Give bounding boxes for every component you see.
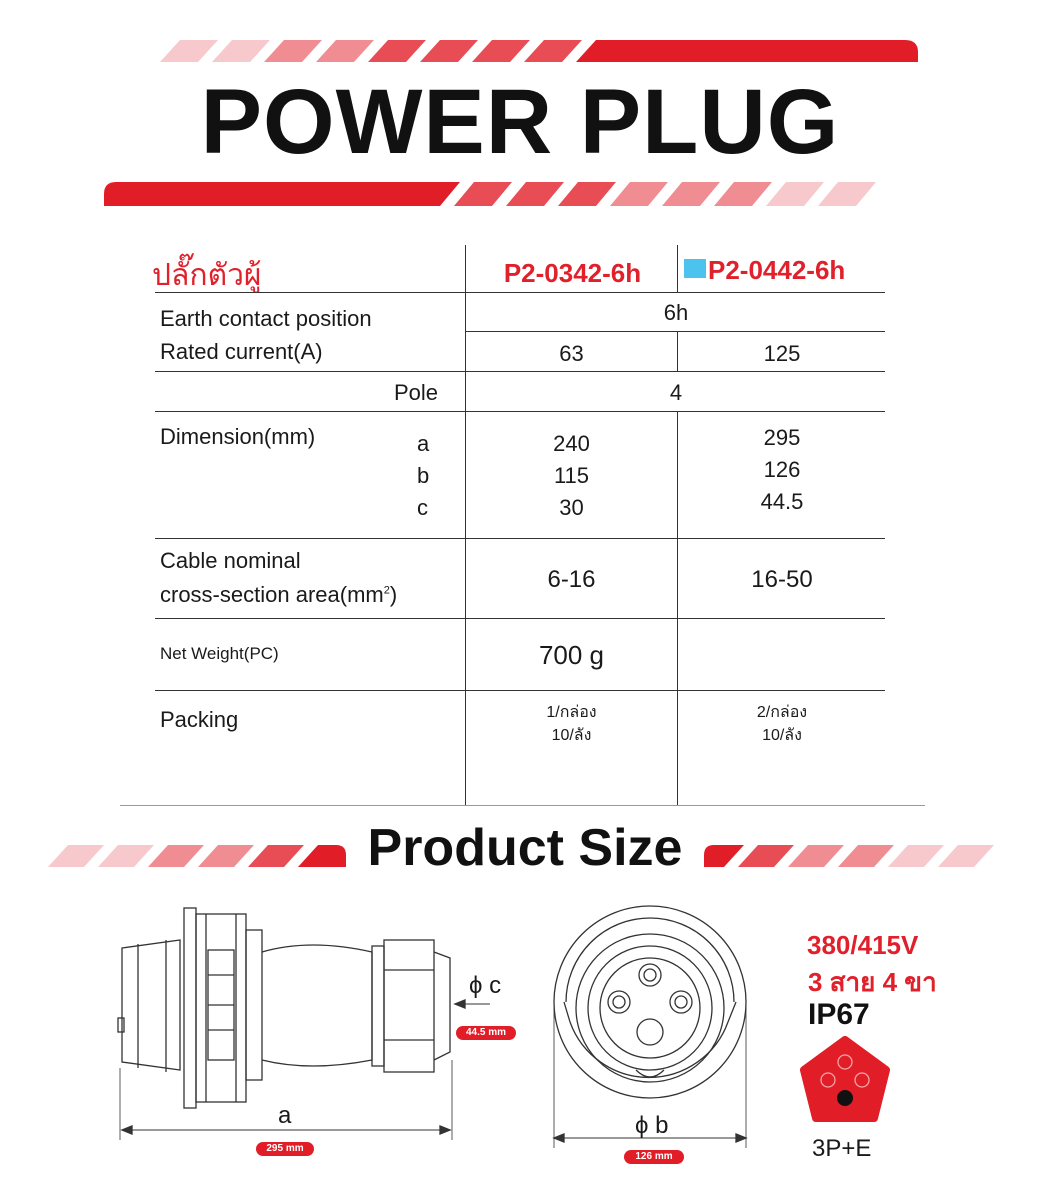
- dim-c-label: ϕ c: [469, 972, 502, 999]
- pole-label: Pole: [394, 380, 439, 405]
- dim-a-tag: 295 mm: [256, 1142, 314, 1156]
- model-header-1: P2-0342-6h: [503, 258, 642, 288]
- section-title: Product Size: [367, 819, 683, 877]
- cable-label-line1: Cable nominal: [160, 548, 301, 573]
- dimension-b-col2: 126: [763, 457, 801, 482]
- rated-current-col2: 125: [763, 341, 801, 366]
- rated-current-label: Rated current(A): [160, 339, 323, 364]
- thai-product-label: ปลั๊กตัวผู้: [152, 259, 262, 292]
- row-line: [155, 618, 885, 619]
- voltage-spec: 380/415V: [807, 930, 919, 960]
- row-line: [155, 411, 885, 412]
- packing-label: Packing: [160, 707, 239, 732]
- earth-contact-value: 6h: [663, 300, 689, 325]
- dimension-a-col2: 295: [763, 425, 801, 450]
- rated-current-col1: 63: [559, 341, 584, 366]
- pin-layout-icon: [800, 1036, 890, 1126]
- dim-b-label: ϕ b: [635, 1112, 669, 1139]
- pole-value: 4: [669, 380, 683, 405]
- dimension-key-c: c: [417, 495, 428, 520]
- dimension-c-col2: 44.5: [760, 489, 804, 514]
- cable-col2: 16-50: [751, 566, 813, 593]
- wiring-spec: 3 สาย 4 ขา: [808, 967, 937, 997]
- dim-b-tag: 126 mm: [624, 1150, 684, 1164]
- row-line: [465, 331, 885, 332]
- dimension-key-a: a: [417, 431, 430, 456]
- cable-label-close: ): [389, 582, 398, 607]
- dimension-label: Dimension(mm): [160, 424, 316, 449]
- dim-a-label: a: [278, 1102, 292, 1129]
- earth-contact-label: Earth contact position: [160, 306, 372, 331]
- col-divider-2a: [677, 245, 678, 293]
- packing-col2-line1: 2/กล่อง: [756, 704, 808, 721]
- packing-col1-line1: 1/กล่อง: [546, 704, 597, 721]
- row-line: [155, 292, 885, 293]
- net-weight-label: Net Weight(PC): [160, 644, 279, 663]
- table-bottom-line: [120, 805, 925, 806]
- packing-col1-line2: 10/ลัง: [551, 727, 592, 744]
- dimension-c-col1: 30: [559, 495, 584, 520]
- row-line: [155, 371, 885, 372]
- dimension-b-col1: 115: [553, 463, 590, 488]
- page-title: POWER PLUG: [200, 71, 840, 173]
- cable-label-line2: [160, 582, 397, 608]
- cable-label-text: cross-section area(mm: [160, 582, 384, 607]
- row-line: [155, 538, 885, 539]
- pin-config-label: 3P+E: [812, 1135, 872, 1162]
- blue-marker: [684, 259, 706, 278]
- row-line: [155, 690, 885, 691]
- cable-col1: 6-16: [547, 566, 596, 593]
- model-header-2: P2-0442-6h: [708, 255, 846, 285]
- dimension-key-b: b: [417, 463, 430, 488]
- dim-c-tag: 44.5 mm: [456, 1026, 516, 1040]
- packing-col2-line2: 10/ลัง: [762, 727, 802, 744]
- ip-rating: IP67: [808, 998, 870, 1031]
- dimension-a-col1: 240: [553, 431, 590, 456]
- cable-label-superscript: 2: [383, 584, 390, 597]
- net-weight-value: 700 g: [538, 640, 605, 670]
